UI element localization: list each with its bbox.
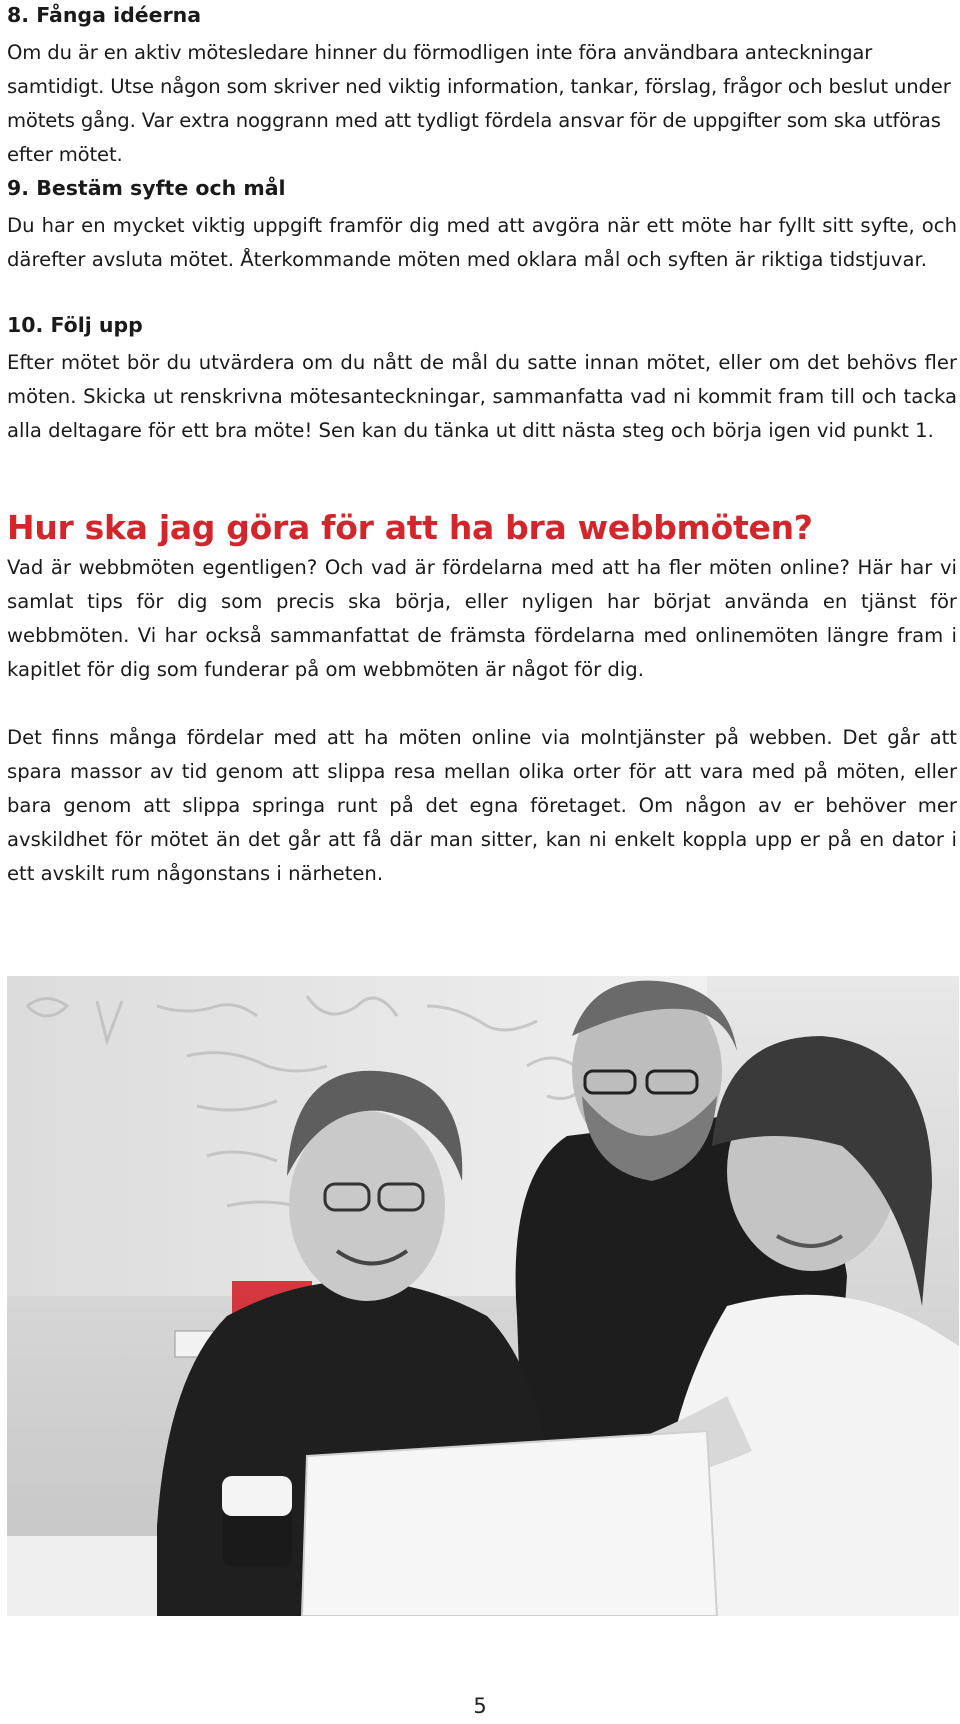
section-body: Om du är en aktiv mötesledare hinner du förmodligen inte föra användbara anteckningar samtidigt. Utse någon som skriver ned viktig information, tankar, förslag, frågor och beslut under mötets gång. Var extra noggrann med att tydligt fördela ansvar för de uppgifter som ska utföras efter mötet. — [7, 41, 951, 166]
chapter-heading: Hur ska jag göra för att ha bra webbmöten? — [7, 508, 813, 547]
section-title: 9. Bestäm syfte och mål — [7, 176, 286, 200]
intro-paragraph: Vad är webbmöten egentligen? Och vad är fördelarna med att ha fler möten online? Här har vi samlat tips för dig som precis ska börja, eller nyligen har börjat använda en tjänst för webbmöten. Vi har också sammanfattat de främsta fördelarna med onlinemöten längre fram i kapitlet för dig som funderar på om webbmöten är något för dig. — [7, 556, 957, 681]
section-title: 10. Följ upp — [7, 313, 143, 337]
section-8 — [7, 2, 957, 172]
section-body: Efter mötet bör du utvärdera om du nått de mål du satte innan mötet, eller om det behövs fler möten. Skicka ut renskrivna mötesanteckningar, sammanfatta vad ni kommit fram till och tacka alla deltagare för ett bra möte! Sen kan du tänka ut ditt nästa steg och börja igen vid punkt 1. — [7, 351, 957, 442]
intro-block — [7, 551, 957, 687]
section-10 — [7, 312, 957, 448]
advantages-paragraph: Det finns många fördelar med att ha möten online via molntjänster på webben. Det går att spara massor av tid genom att slippa resa mellan olika orter för att vara med på möten, eller bara genom att slippa springa runt på det egna företaget. Om någon av er behöver mer avskildhet för mötet än det går att få där man sitter, kan ni enkelt koppla upp er på en dator i ett avskilt rum någonstans i närheten. — [7, 726, 957, 885]
page-number: 5 — [473, 1694, 487, 1718]
advantages-block — [7, 721, 957, 891]
section-9 — [7, 175, 957, 277]
section-body: Du har en mycket viktig uppgift framför dig med att avgöra när ett möte har fyllt sitt syfte, och därefter avsluta mötet. Återkommande möten med oklara mål och syften är riktiga tidstjuvar. — [7, 214, 957, 271]
meeting-photo-illustration — [7, 976, 959, 1616]
section-title: 8. Fånga idéerna — [7, 3, 202, 27]
meeting-photo — [7, 976, 959, 1616]
